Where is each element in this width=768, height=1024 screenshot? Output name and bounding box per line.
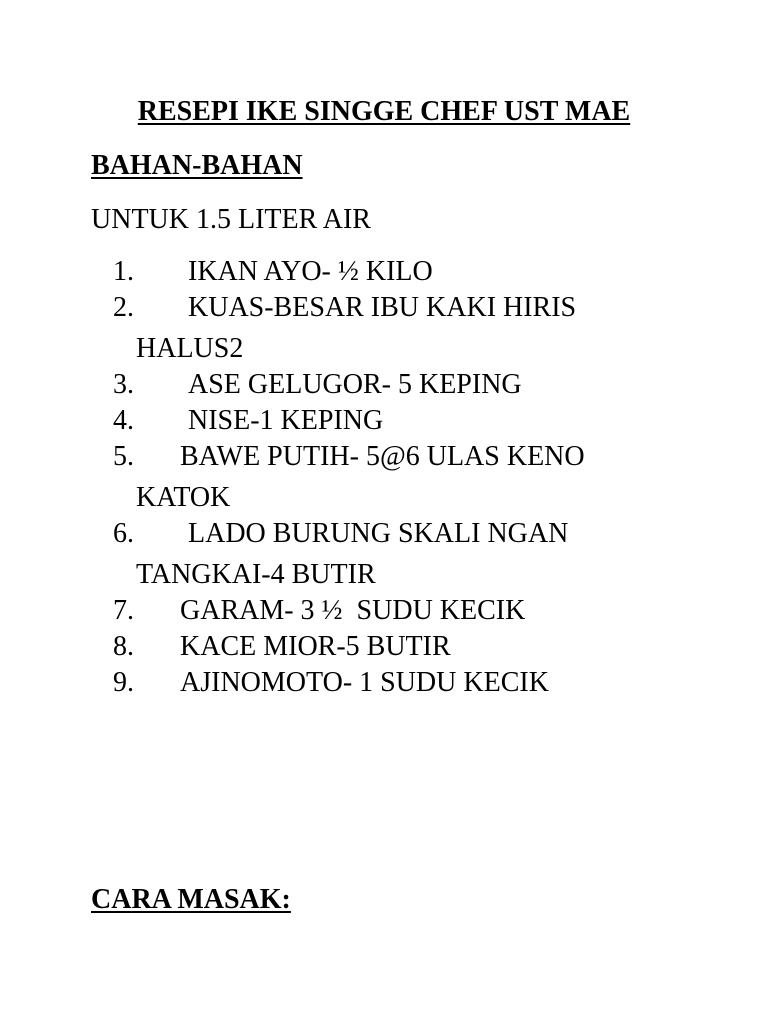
ingredients-heading: BAHAN-BAHAN xyxy=(91,150,303,181)
ingredient-text: BAWE PUTIH- 5@6 ULAS KENO xyxy=(180,441,585,472)
ingredient-list xyxy=(0,254,768,701)
ingredient-number: 7. xyxy=(113,595,134,626)
ingredient-number: 5. xyxy=(113,441,134,472)
ingredient-item xyxy=(0,367,768,403)
ingredient-item xyxy=(0,665,768,701)
ingredient-text-continued: HALUS2 xyxy=(136,333,244,364)
ingredient-number: 4. xyxy=(113,405,134,436)
recipe-title: RESEPI IKE SINGGE CHEF UST MAE xyxy=(137,96,631,127)
ingredient-item xyxy=(0,254,768,290)
ingredient-number: 8. xyxy=(113,631,134,662)
ingredient-item xyxy=(0,290,768,367)
ingredient-text-continued: KATOK xyxy=(136,482,231,513)
ingredient-text-continued: TANGKAI-4 BUTIR xyxy=(136,559,376,590)
ingredient-number: 2. xyxy=(113,292,134,323)
ingredient-item xyxy=(0,403,768,439)
ingredient-text: KUAS-BESAR IBU KAKI HIRIS xyxy=(188,292,577,323)
ingredient-number: 1. xyxy=(113,256,134,287)
ingredient-text: ASE GELUGOR- 5 KEPING xyxy=(188,369,522,400)
ingredient-item xyxy=(0,516,768,593)
ingredient-text: AJINOMOTO- 1 SUDU KECIK xyxy=(180,667,549,698)
ingredient-text: IKAN AYO- ½ KILO xyxy=(188,256,433,287)
ingredient-number: 6. xyxy=(113,518,134,549)
method-heading: CARA MASAK: xyxy=(91,884,291,915)
ingredient-text: NISE-1 KEPING xyxy=(188,405,384,436)
ingredient-number: 9. xyxy=(113,667,134,698)
ingredient-text: KACE MIOR-5 BUTIR xyxy=(180,631,451,662)
ingredient-number: 3. xyxy=(113,369,134,400)
ingredient-item xyxy=(0,629,768,665)
water-quantity-note: UNTUK 1.5 LITER AIR xyxy=(91,204,371,235)
ingredient-item xyxy=(0,593,768,629)
ingredient-text: GARAM- 3 ½ SUDU KECIK xyxy=(180,595,526,626)
ingredient-item xyxy=(0,439,768,516)
ingredient-text: LADO BURUNG SKALI NGAN xyxy=(188,518,569,549)
